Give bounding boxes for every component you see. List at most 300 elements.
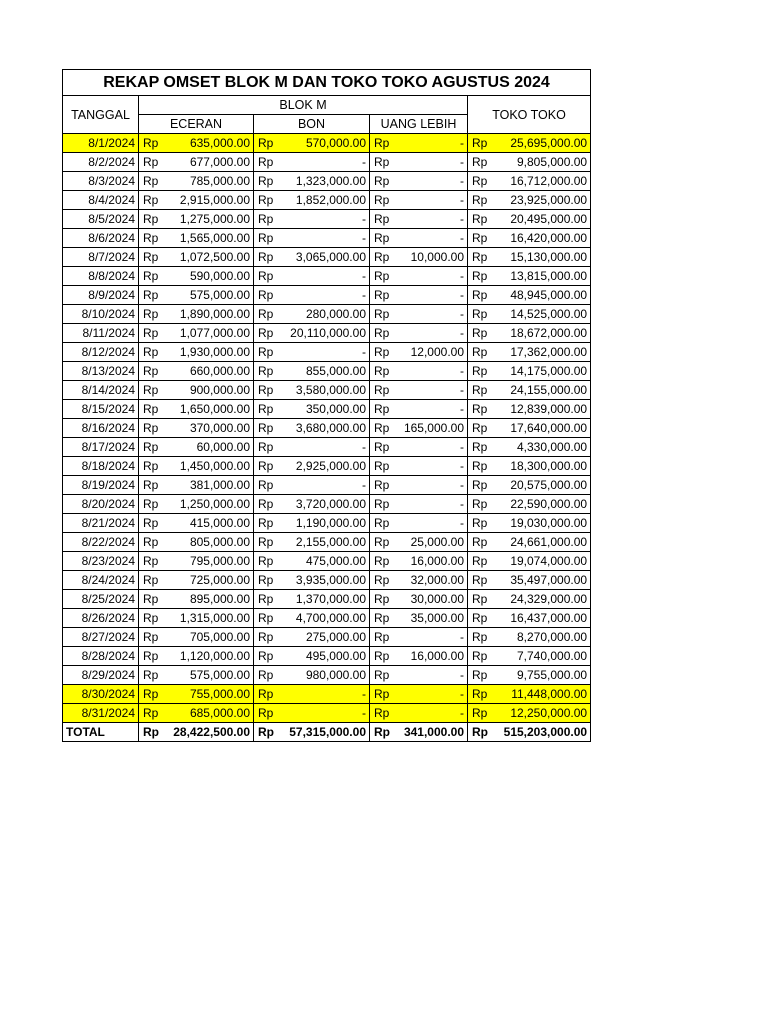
toko-toko-cell-value: 18,672,000.00 bbox=[510, 326, 588, 340]
table-row bbox=[63, 685, 591, 704]
table-row bbox=[63, 381, 591, 400]
currency-label: Rp bbox=[143, 516, 159, 530]
currency-label: Rp bbox=[472, 649, 488, 663]
toko-toko-cell bbox=[468, 229, 591, 248]
toko-toko-cell bbox=[468, 400, 591, 419]
toko-toko-cell-value: 14,525,000.00 bbox=[510, 307, 588, 321]
table-row bbox=[63, 647, 591, 666]
bon-cell bbox=[254, 343, 370, 362]
eceran-cell-value: 1,275,000.00 bbox=[179, 212, 250, 226]
toko-toko-cell-value: 4,330,000.00 bbox=[516, 440, 588, 454]
eceran-cell-value: 755,000.00 bbox=[189, 687, 250, 701]
uang-lebih-cell-value: - bbox=[460, 155, 464, 169]
uang-lebih-cell-value: - bbox=[460, 497, 464, 511]
eceran-cell-value: 677,000.00 bbox=[189, 155, 250, 169]
currency-label: Rp bbox=[143, 174, 159, 188]
currency-label: Rp bbox=[143, 649, 159, 663]
eceran-cell bbox=[139, 305, 254, 324]
toko-toko-cell-value: 7,740,000.00 bbox=[516, 649, 588, 663]
uang-lebih-cell-value: - bbox=[460, 288, 464, 302]
date-cell: 8/26/2024 bbox=[63, 609, 139, 628]
currency-label: Rp bbox=[258, 364, 274, 378]
bon-cell-value: 1,190,000.00 bbox=[295, 516, 366, 530]
eceran-cell bbox=[139, 267, 254, 286]
uang-lebih-cell-value: 10,000.00 bbox=[410, 250, 464, 264]
toko-toko-cell-value: 11,448,000.00 bbox=[511, 687, 588, 701]
currency-label: Rp bbox=[258, 231, 274, 245]
eceran-cell-value: 575,000.00 bbox=[189, 288, 250, 302]
currency-label: Rp bbox=[374, 250, 390, 264]
currency-label: Rp bbox=[143, 535, 159, 549]
eceran-cell bbox=[139, 457, 254, 476]
currency-label: Rp bbox=[374, 630, 390, 644]
eceran-cell-value: 370,000.00 bbox=[189, 421, 250, 435]
currency-label: Rp bbox=[472, 136, 488, 150]
currency-label: Rp bbox=[374, 326, 390, 340]
currency-label: Rp bbox=[374, 478, 390, 492]
bon-cell bbox=[254, 476, 370, 495]
table-row bbox=[63, 305, 591, 324]
uang-lebih-cell bbox=[370, 153, 468, 172]
currency-label: Rp bbox=[472, 497, 488, 511]
currency-label: Rp bbox=[472, 307, 488, 321]
table-row bbox=[63, 514, 591, 533]
date-cell: 8/30/2024 bbox=[63, 685, 139, 704]
table-row bbox=[63, 153, 591, 172]
toko-toko-cell-value: 18,300,000.00 bbox=[510, 459, 588, 473]
eceran-cell-value: 1,450,000.00 bbox=[179, 459, 250, 473]
currency-label: Rp bbox=[472, 364, 488, 378]
total-uang-lebih-cell bbox=[370, 723, 468, 742]
eceran-cell bbox=[139, 381, 254, 400]
bon-cell-value: - bbox=[362, 288, 366, 302]
eceran-cell bbox=[139, 172, 254, 191]
bon-cell bbox=[254, 647, 370, 666]
table-row bbox=[63, 191, 591, 210]
currency-label: Rp bbox=[472, 174, 488, 188]
uang-lebih-cell-value: - bbox=[460, 174, 464, 188]
bon-cell-value: 3,935,000.00 bbox=[295, 573, 366, 587]
currency-label: Rp bbox=[143, 326, 159, 340]
currency-label: Rp bbox=[374, 649, 390, 663]
bon-cell bbox=[254, 324, 370, 343]
eceran-cell bbox=[139, 438, 254, 457]
table-row bbox=[63, 590, 591, 609]
currency-label: Rp bbox=[143, 611, 159, 625]
toko-toko-cell-value: 14,175,000.00 bbox=[510, 364, 588, 378]
currency-label: Rp bbox=[258, 478, 274, 492]
uang-lebih-cell-value: - bbox=[460, 440, 464, 454]
uang-lebih-cell-value: 35,000.00 bbox=[410, 611, 464, 625]
uang-lebih-cell bbox=[370, 533, 468, 552]
eceran-cell-value: 1,250,000.00 bbox=[179, 497, 250, 511]
total-label: TOTAL bbox=[63, 723, 139, 742]
currency-label: Rp bbox=[258, 573, 274, 587]
currency-label: Rp bbox=[258, 155, 274, 169]
bon-cell bbox=[254, 286, 370, 305]
header-bon: BON bbox=[254, 115, 370, 134]
currency-label: Rp bbox=[374, 516, 390, 530]
toko-toko-cell bbox=[468, 495, 591, 514]
uang-lebih-cell-value: - bbox=[460, 668, 464, 682]
currency-label: Rp bbox=[472, 269, 488, 283]
eceran-cell-value: 1,890,000.00 bbox=[179, 307, 250, 321]
uang-lebih-cell-value: - bbox=[460, 478, 464, 492]
currency-label: Rp bbox=[374, 212, 390, 226]
date-cell: 8/1/2024 bbox=[63, 134, 139, 153]
currency-label: Rp bbox=[258, 725, 274, 739]
uang-lebih-cell bbox=[370, 704, 468, 723]
eceran-cell-value: 1,930,000.00 bbox=[179, 345, 250, 359]
toko-toko-cell bbox=[468, 419, 591, 438]
currency-label: Rp bbox=[472, 440, 488, 454]
bon-cell-value: - bbox=[362, 440, 366, 454]
toko-toko-cell-value: 16,712,000.00 bbox=[510, 174, 588, 188]
uang-lebih-cell bbox=[370, 419, 468, 438]
bon-cell-value: - bbox=[362, 231, 366, 245]
currency-label: Rp bbox=[374, 402, 390, 416]
bon-cell-value: - bbox=[362, 212, 366, 226]
currency-label: Rp bbox=[472, 725, 488, 739]
uang-lebih-cell bbox=[370, 552, 468, 571]
toko-toko-cell bbox=[468, 248, 591, 267]
bon-cell-value: 275,000.00 bbox=[305, 630, 366, 644]
uang-lebih-cell bbox=[370, 457, 468, 476]
uang-lebih-cell bbox=[370, 647, 468, 666]
currency-label: Rp bbox=[258, 326, 274, 340]
table-row bbox=[63, 476, 591, 495]
toko-toko-cell-value: 16,437,000.00 bbox=[510, 611, 588, 625]
date-cell: 8/28/2024 bbox=[63, 647, 139, 666]
bon-cell bbox=[254, 248, 370, 267]
bon-cell bbox=[254, 400, 370, 419]
eceran-cell bbox=[139, 590, 254, 609]
toko-toko-cell-value: 12,250,000.00 bbox=[510, 706, 588, 720]
bon-cell bbox=[254, 267, 370, 286]
currency-label: Rp bbox=[258, 440, 274, 454]
uang-lebih-cell bbox=[370, 134, 468, 153]
eceran-cell-value: 685,000.00 bbox=[189, 706, 250, 720]
currency-label: Rp bbox=[472, 611, 488, 625]
currency-label: Rp bbox=[258, 345, 274, 359]
date-cell: 8/15/2024 bbox=[63, 400, 139, 419]
uang-lebih-cell-value: - bbox=[460, 706, 464, 720]
currency-label: Rp bbox=[374, 687, 390, 701]
date-cell: 8/31/2024 bbox=[63, 704, 139, 723]
eceran-cell bbox=[139, 552, 254, 571]
uang-lebih-cell bbox=[370, 381, 468, 400]
eceran-cell bbox=[139, 514, 254, 533]
currency-label: Rp bbox=[258, 402, 274, 416]
table-row bbox=[63, 400, 591, 419]
uang-lebih-cell-value: - bbox=[460, 269, 464, 283]
uang-lebih-cell-value: 32,000.00 bbox=[410, 573, 464, 587]
toko-toko-cell bbox=[468, 191, 591, 210]
date-cell: 8/14/2024 bbox=[63, 381, 139, 400]
uang-lebih-cell-value: 165,000.00 bbox=[403, 421, 464, 435]
table-row bbox=[63, 457, 591, 476]
uang-lebih-cell-value: - bbox=[460, 687, 464, 701]
date-cell: 8/4/2024 bbox=[63, 191, 139, 210]
currency-label: Rp bbox=[143, 136, 159, 150]
header-blok-m: BLOK M bbox=[139, 96, 468, 115]
bon-cell bbox=[254, 590, 370, 609]
currency-label: Rp bbox=[258, 421, 274, 435]
bon-cell-value: - bbox=[362, 155, 366, 169]
uang-lebih-cell bbox=[370, 286, 468, 305]
uang-lebih-cell bbox=[370, 210, 468, 229]
eceran-cell-value: 2,915,000.00 bbox=[179, 193, 250, 207]
currency-label: Rp bbox=[258, 649, 274, 663]
toko-toko-cell-value: 20,495,000.00 bbox=[510, 212, 588, 226]
currency-label: Rp bbox=[143, 497, 159, 511]
toko-toko-cell-value: 17,362,000.00 bbox=[510, 345, 588, 359]
uang-lebih-cell bbox=[370, 172, 468, 191]
bon-cell-value: - bbox=[362, 687, 366, 701]
currency-label: Rp bbox=[374, 592, 390, 606]
eceran-cell-value: 1,315,000.00 bbox=[179, 611, 250, 625]
uang-lebih-cell-value: 30,000.00 bbox=[410, 592, 464, 606]
toko-toko-cell bbox=[468, 666, 591, 685]
currency-label: Rp bbox=[374, 174, 390, 188]
currency-label: Rp bbox=[472, 326, 488, 340]
bon-cell-value: 2,925,000.00 bbox=[295, 459, 366, 473]
date-cell: 8/3/2024 bbox=[63, 172, 139, 191]
currency-label: Rp bbox=[472, 535, 488, 549]
header-eceran: ECERAN bbox=[139, 115, 254, 134]
currency-label: Rp bbox=[374, 364, 390, 378]
table-row bbox=[63, 438, 591, 457]
currency-label: Rp bbox=[472, 459, 488, 473]
toko-toko-cell bbox=[468, 381, 591, 400]
toko-toko-cell bbox=[468, 438, 591, 457]
uang-lebih-cell bbox=[370, 685, 468, 704]
currency-label: Rp bbox=[374, 611, 390, 625]
currency-label: Rp bbox=[143, 402, 159, 416]
currency-label: Rp bbox=[258, 687, 274, 701]
currency-label: Rp bbox=[258, 383, 274, 397]
table-row bbox=[63, 628, 591, 647]
eceran-cell-value: 381,000.00 bbox=[189, 478, 250, 492]
currency-label: Rp bbox=[143, 345, 159, 359]
toko-toko-cell-value: 9,805,000.00 bbox=[516, 155, 588, 169]
currency-label: Rp bbox=[472, 250, 488, 264]
title-row bbox=[63, 70, 591, 96]
date-cell: 8/18/2024 bbox=[63, 457, 139, 476]
toko-toko-cell-value: 25,695,000.00 bbox=[510, 136, 588, 150]
currency-label: Rp bbox=[258, 212, 274, 226]
bon-cell-value: - bbox=[362, 269, 366, 283]
omset-table bbox=[62, 69, 591, 742]
bon-cell-value: 1,852,000.00 bbox=[295, 193, 366, 207]
eceran-cell bbox=[139, 533, 254, 552]
currency-label: Rp bbox=[143, 193, 159, 207]
bon-cell bbox=[254, 685, 370, 704]
toko-toko-cell bbox=[468, 514, 591, 533]
table-row bbox=[63, 552, 591, 571]
bon-cell bbox=[254, 191, 370, 210]
bon-cell bbox=[254, 172, 370, 191]
currency-label: Rp bbox=[143, 421, 159, 435]
table-row bbox=[63, 704, 591, 723]
toko-toko-cell bbox=[468, 134, 591, 153]
bon-cell-value: 855,000.00 bbox=[305, 364, 366, 378]
currency-label: Rp bbox=[374, 155, 390, 169]
toko-toko-cell bbox=[468, 362, 591, 381]
currency-label: Rp bbox=[143, 687, 159, 701]
uang-lebih-cell-value: - bbox=[460, 364, 464, 378]
currency-label: Rp bbox=[374, 383, 390, 397]
currency-label: Rp bbox=[258, 611, 274, 625]
currency-label: Rp bbox=[143, 592, 159, 606]
toko-toko-cell bbox=[468, 286, 591, 305]
currency-label: Rp bbox=[143, 706, 159, 720]
currency-label: Rp bbox=[143, 478, 159, 492]
bon-cell bbox=[254, 305, 370, 324]
uang-lebih-cell-value: - bbox=[460, 193, 464, 207]
bon-cell-value: 2,155,000.00 bbox=[295, 535, 366, 549]
total-toko-toko-cell bbox=[468, 723, 591, 742]
bon-cell bbox=[254, 229, 370, 248]
currency-label: Rp bbox=[143, 250, 159, 264]
toko-toko-cell bbox=[468, 172, 591, 191]
uang-lebih-cell-value: - bbox=[460, 307, 464, 321]
uang-lebih-cell-value: 25,000.00 bbox=[410, 535, 464, 549]
currency-label: Rp bbox=[472, 212, 488, 226]
uang-lebih-cell bbox=[370, 571, 468, 590]
uang-lebih-cell-value: 16,000.00 bbox=[410, 649, 464, 663]
currency-label: Rp bbox=[258, 307, 274, 321]
currency-label: Rp bbox=[374, 231, 390, 245]
uang-lebih-cell bbox=[370, 514, 468, 533]
toko-toko-cell bbox=[468, 647, 591, 666]
date-cell: 8/19/2024 bbox=[63, 476, 139, 495]
currency-label: Rp bbox=[143, 668, 159, 682]
eceran-cell-value: 795,000.00 bbox=[189, 554, 250, 568]
uang-lebih-cell-value: - bbox=[460, 383, 464, 397]
header-row-1 bbox=[63, 96, 591, 115]
toko-toko-cell-value: 13,815,000.00 bbox=[510, 269, 588, 283]
currency-label: Rp bbox=[374, 421, 390, 435]
uang-lebih-cell bbox=[370, 628, 468, 647]
table-row bbox=[63, 571, 591, 590]
toko-toko-cell bbox=[468, 685, 591, 704]
sheet-title: REKAP OMSET BLOK M DAN TOKO TOKO AGUSTUS 2024 bbox=[63, 70, 591, 96]
toko-toko-cell-value: 24,155,000.00 bbox=[510, 383, 588, 397]
currency-label: Rp bbox=[143, 725, 159, 739]
uang-lebih-cell bbox=[370, 248, 468, 267]
eceran-cell bbox=[139, 666, 254, 685]
currency-label: Rp bbox=[258, 706, 274, 720]
date-cell: 8/8/2024 bbox=[63, 267, 139, 286]
currency-label: Rp bbox=[143, 554, 159, 568]
toko-toko-cell bbox=[468, 590, 591, 609]
currency-label: Rp bbox=[258, 174, 274, 188]
eceran-cell bbox=[139, 248, 254, 267]
bon-cell bbox=[254, 438, 370, 457]
uang-lebih-cell bbox=[370, 438, 468, 457]
total-row bbox=[63, 723, 591, 742]
eceran-cell-value: 635,000.00 bbox=[189, 136, 250, 150]
currency-label: Rp bbox=[258, 592, 274, 606]
eceran-cell-value: 1,077,000.00 bbox=[179, 326, 250, 340]
currency-label: Rp bbox=[258, 516, 274, 530]
currency-label: Rp bbox=[374, 725, 390, 739]
uang-lebih-cell bbox=[370, 495, 468, 514]
uang-lebih-cell-value: - bbox=[460, 136, 464, 150]
bon-cell-value: 570,000.00 bbox=[305, 136, 366, 150]
toko-toko-cell bbox=[468, 533, 591, 552]
header-uang-lebih: UANG LEBIH bbox=[370, 115, 468, 134]
eceran-cell bbox=[139, 476, 254, 495]
toko-toko-cell bbox=[468, 457, 591, 476]
toko-toko-cell-value: 17,640,000.00 bbox=[510, 421, 588, 435]
eceran-cell-value: 900,000.00 bbox=[189, 383, 250, 397]
total-toko-toko-cell-value: 515,203,000.00 bbox=[503, 725, 588, 739]
eceran-cell bbox=[139, 419, 254, 438]
bon-cell-value: 280,000.00 bbox=[305, 307, 366, 321]
bon-cell-value: 1,370,000.00 bbox=[295, 592, 366, 606]
currency-label: Rp bbox=[472, 288, 488, 302]
eceran-cell-value: 60,000.00 bbox=[196, 440, 250, 454]
toko-toko-cell-value: 19,074,000.00 bbox=[510, 554, 588, 568]
total-eceran-cell-value: 28,422,500.00 bbox=[173, 725, 250, 739]
currency-label: Rp bbox=[472, 421, 488, 435]
bon-cell bbox=[254, 153, 370, 172]
eceran-cell-value: 725,000.00 bbox=[189, 573, 250, 587]
toko-toko-cell bbox=[468, 628, 591, 647]
bon-cell-value: 3,720,000.00 bbox=[295, 497, 366, 511]
uang-lebih-cell-value: - bbox=[460, 212, 464, 226]
currency-label: Rp bbox=[258, 535, 274, 549]
toko-toko-cell-value: 15,130,000.00 bbox=[510, 250, 588, 264]
currency-label: Rp bbox=[143, 288, 159, 302]
currency-label: Rp bbox=[472, 668, 488, 682]
currency-label: Rp bbox=[472, 231, 488, 245]
currency-label: Rp bbox=[374, 459, 390, 473]
bon-cell bbox=[254, 210, 370, 229]
currency-label: Rp bbox=[258, 136, 274, 150]
currency-label: Rp bbox=[143, 383, 159, 397]
currency-label: Rp bbox=[258, 497, 274, 511]
bon-cell bbox=[254, 381, 370, 400]
bon-cell bbox=[254, 628, 370, 647]
currency-label: Rp bbox=[374, 440, 390, 454]
toko-toko-cell bbox=[468, 609, 591, 628]
eceran-cell bbox=[139, 134, 254, 153]
table-row bbox=[63, 172, 591, 191]
bon-cell bbox=[254, 457, 370, 476]
uang-lebih-cell bbox=[370, 666, 468, 685]
uang-lebih-cell bbox=[370, 229, 468, 248]
currency-label: Rp bbox=[374, 288, 390, 302]
currency-label: Rp bbox=[258, 554, 274, 568]
table-row bbox=[63, 248, 591, 267]
header-toko-toko: TOKO TOKO bbox=[468, 96, 591, 134]
date-cell: 8/27/2024 bbox=[63, 628, 139, 647]
uang-lebih-cell bbox=[370, 609, 468, 628]
uang-lebih-cell-value: 12,000.00 bbox=[410, 345, 464, 359]
toko-toko-cell-value: 22,590,000.00 bbox=[510, 497, 588, 511]
table-row bbox=[63, 210, 591, 229]
uang-lebih-cell bbox=[370, 191, 468, 210]
bon-cell bbox=[254, 419, 370, 438]
uang-lebih-cell-value: 16,000.00 bbox=[410, 554, 464, 568]
currency-label: Rp bbox=[472, 478, 488, 492]
toko-toko-cell bbox=[468, 210, 591, 229]
bon-cell-value: - bbox=[362, 478, 366, 492]
eceran-cell bbox=[139, 153, 254, 172]
